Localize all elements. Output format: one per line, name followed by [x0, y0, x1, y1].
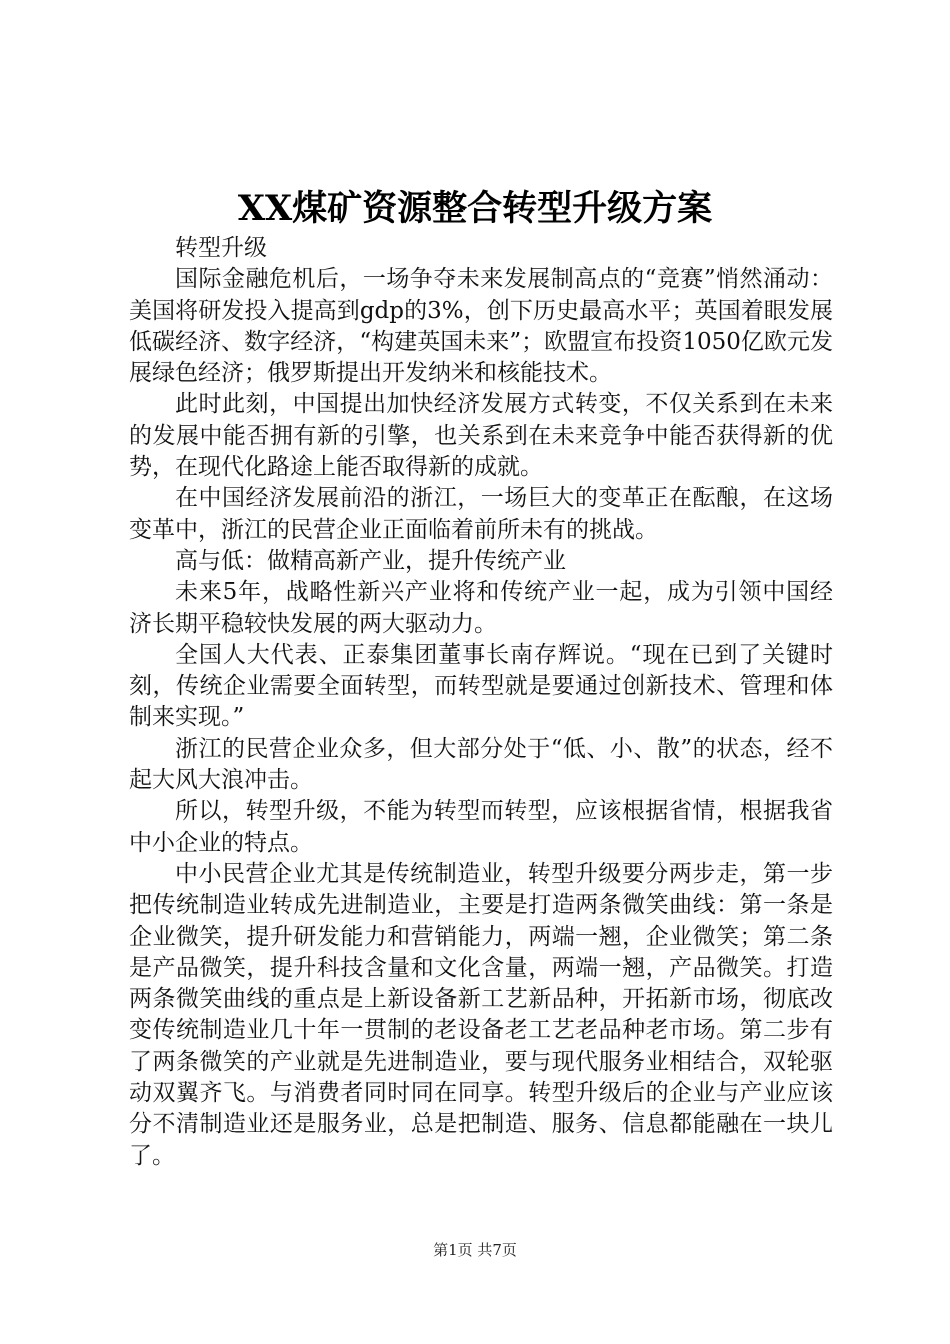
paragraph: 国际金融危机后，一场争夺未来发展制高点的“竞赛”悄然涌动：美国将研发投入提高到gdp的3%，创下历史最高水平；英国着眼发展低碳经济、数字经济，“构建英国未来”；欧盟宣布投资1050亿欧元发展绿色经济；俄罗斯提出开发纳米和核能技术。: [129, 266, 833, 387]
paragraph-heading-high-low: 高与低：做精高新产业，提升传统产业: [175, 547, 566, 574]
document-body: [129, 233, 833, 1172]
paragraph-heading-transformation: 转型升级: [175, 235, 267, 261]
paragraph: 中小民营企业尤其是传统制造业，转型升级要分两步走，第一步把传统制造业转成先进制造业，主要是打造两条微笑曲线：第一条是企业微笑，提升研发能力和营销能力，两端一翘，企业微笑；第二条是产品微笑，提升科技含量和文化含量，两端一翘，产品微笑。打造两条微笑曲线的重点是上新设备新工艺新品种，开拓新市场，彻底改变传统制造业几十年一贯制的老设备老工艺老品种老市场。第二步有了两条微笑的产业就是先进制造业，要与现代服务业相结合，双轮驱动双翼齐飞。与消费者同时同在同享。转型升级后的企业与产业应该分不清制造业还是服务业，总是把制造、服务、信息都能融在一块儿了。: [129, 860, 833, 1169]
paragraph: 所以，转型升级，不能为转型而转型，应该根据省情，根据我省中小企业的特点。: [129, 798, 833, 856]
paragraph: 浙江的民营企业众多，但大部分处于“低、小、散”的状态，经不起大风大浪冲击。: [129, 735, 833, 794]
page-footer: 第1页 共7页: [433, 1241, 517, 1259]
paragraph: 此时此刻，中国提出加快经济发展方式转变，不仅关系到在未来的发展中能否拥有新的引擎，也关系到在未来竞争中能否获得新的优势，在现代化路途上能否取得新的成就。: [129, 391, 833, 481]
paragraph: 全国人大代表、正泰集团董事长南存辉说。“现在已到了关键时刻，传统企业需要全面转型，而转型就是要通过创新技术、管理和体制来实现。”: [129, 641, 833, 731]
paragraph: 在中国经济发展前沿的浙江，一场巨大的变革正在酝酿，在这场变革中，浙江的民营企业正面临着前所未有的挑战。: [129, 485, 833, 543]
paragraph: 未来5年，战略性新兴产业将和传统产业一起，成为引领中国经济长期平稳较快发展的两大驱动力。: [129, 579, 833, 637]
document-title: XX煤矿资源整合转型升级方案: [237, 188, 713, 229]
